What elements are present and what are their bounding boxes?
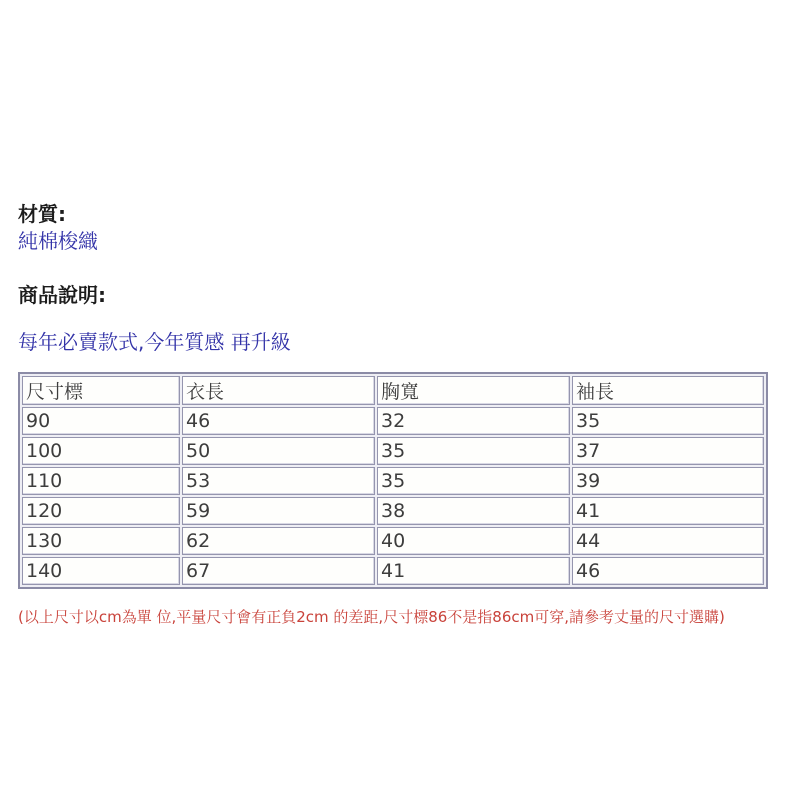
- table-cell: 120: [22, 497, 180, 525]
- size-table-header-row: [22, 376, 764, 405]
- size-note: (以上尺寸以cm為單 位,平量尺寸會有正負2cm 的差距,尺寸標86不是指86cm可穿,請參考丈量的尺寸選購): [18, 608, 725, 626]
- table-cell: 46: [182, 407, 375, 435]
- size-table: [18, 372, 768, 589]
- table-cell: 110: [22, 467, 180, 495]
- table-cell: 41: [572, 497, 764, 525]
- table-row: [22, 467, 764, 495]
- table-row: [22, 527, 764, 555]
- table-cell: 140: [22, 557, 180, 585]
- table-cell: 59: [182, 497, 375, 525]
- table-cell: 35: [377, 437, 570, 465]
- table-cell: 62: [182, 527, 375, 555]
- table-cell: 35: [377, 467, 570, 495]
- size-table-header-cell: 尺寸標: [22, 376, 180, 405]
- table-cell: 35: [572, 407, 764, 435]
- table-cell: 40: [377, 527, 570, 555]
- table-cell: 50: [182, 437, 375, 465]
- table-row: [22, 437, 764, 465]
- size-table-header-cell: 袖長: [572, 376, 764, 405]
- table-cell: 32: [377, 407, 570, 435]
- table-cell: 38: [377, 497, 570, 525]
- material-label: 材質:: [18, 202, 66, 226]
- table-row: [22, 497, 764, 525]
- table-cell: 46: [572, 557, 764, 585]
- table-cell: 44: [572, 527, 764, 555]
- table-cell: 130: [22, 527, 180, 555]
- table-cell: 53: [182, 467, 375, 495]
- size-table-header-cell: 胸寬: [377, 376, 570, 405]
- size-table-header-cell: 衣長: [182, 376, 375, 405]
- description-label: 商品說明:: [18, 283, 106, 307]
- table-cell: 41: [377, 557, 570, 585]
- table-cell: 37: [572, 437, 764, 465]
- table-cell: 39: [572, 467, 764, 495]
- description-value: 每年必賣款式,今年質感 再升級: [18, 330, 291, 354]
- table-cell: 67: [182, 557, 375, 585]
- table-row: [22, 557, 764, 585]
- table-cell: 90: [22, 407, 180, 435]
- material-value: 純棉梭織: [18, 229, 98, 253]
- table-cell: 100: [22, 437, 180, 465]
- table-row: [22, 407, 764, 435]
